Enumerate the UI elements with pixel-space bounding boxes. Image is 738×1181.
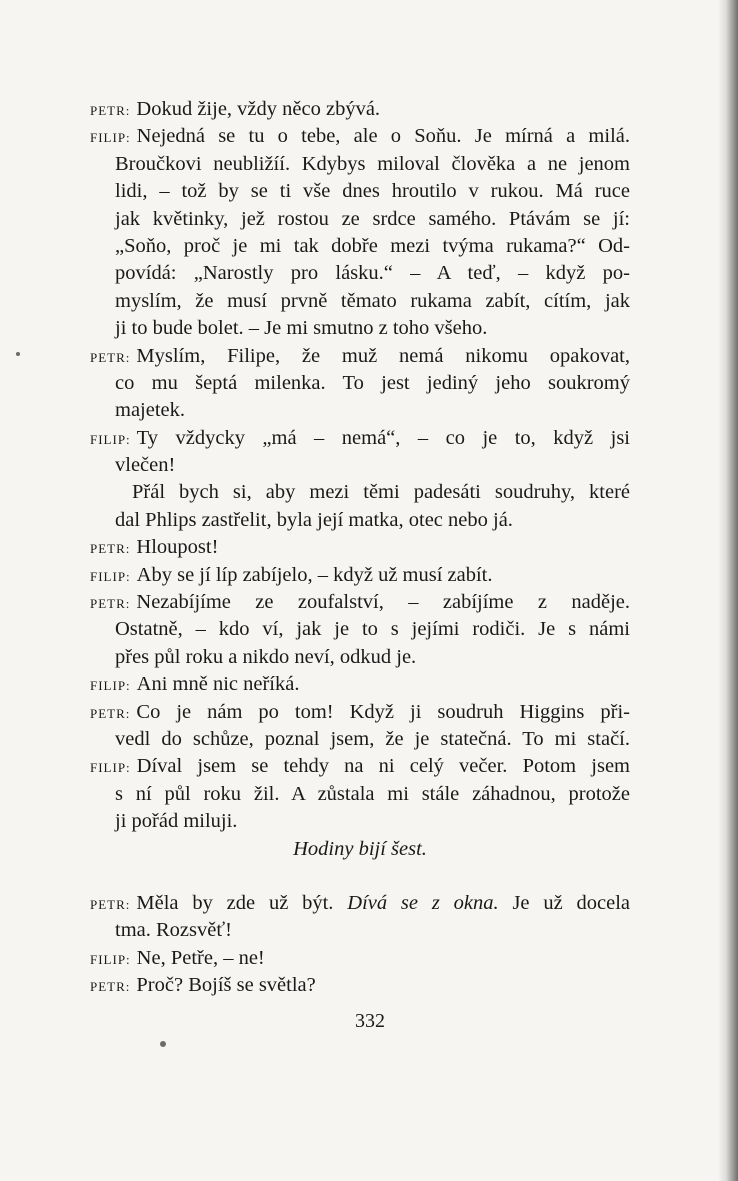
line-text: povídá: „Narostly pro lásku.“ – A teď, – když po-	[115, 262, 630, 285]
line-text: s ní půl roku žil. A zůstala mi stále záhadnou, protože	[115, 782, 630, 805]
text-line	[90, 206, 630, 233]
stage-direction-text: Hodiny bijí šest.	[293, 837, 427, 860]
line-text: Nezabíjíme ze zoufalství, – zabíjíme z naděje.	[136, 591, 630, 614]
speck	[16, 352, 20, 356]
line-text: Dokud žije, vždy něco zbývá.	[136, 98, 381, 120]
text-line	[90, 288, 630, 315]
text-line	[90, 452, 630, 479]
line-text: co mu šeptá milenka. To jest jediný jeho soukromý	[115, 371, 630, 394]
text-line	[90, 699, 630, 726]
text-line	[90, 671, 630, 698]
text-line	[90, 507, 630, 534]
line-text: Měla by zde už být.	[136, 891, 334, 914]
line-text: Broučkovi neubližíí. Kdybys miloval člověka a ne jenom	[115, 152, 630, 175]
speaker-label: FILIP:	[90, 760, 131, 776]
line-text: vedl do schůze, poznal jsem, že je statečná. To mi stačí.	[115, 727, 630, 750]
line-text: Ani mně nic neříká.	[136, 673, 300, 696]
line-text: ji pořád miluji.	[115, 810, 238, 833]
speaker-label: PETR:	[90, 896, 131, 912]
line-text: přes půl roku a nikdo neví, odkud je.	[115, 645, 417, 668]
text-line	[90, 945, 630, 972]
text-line	[90, 917, 630, 944]
text-line	[90, 315, 630, 342]
text-line	[90, 96, 630, 123]
speaker-label: PETR:	[90, 596, 131, 612]
line-text: Hloupost!	[136, 536, 219, 559]
line-text: Nejedná se tu o tebe, ale o Soňu. Je mírná a milá.	[136, 125, 630, 148]
line-text: Přál bych si, aby mezi těmi padesáti soudruhy, které	[132, 481, 630, 504]
line-text: Aby se jí líp zabíjelo, – když už musí zabít.	[136, 563, 493, 586]
line-text: tma. Rozsvěť!	[115, 919, 232, 942]
text-line	[90, 972, 630, 999]
page-text	[90, 96, 630, 1000]
line-text: Díval jsem se tehdy na ni celý večer. Potom jsem	[136, 755, 630, 778]
speaker-label: FILIP:	[90, 130, 131, 146]
speaker-label: PETR:	[90, 541, 131, 557]
stage-direction	[90, 836, 630, 863]
line-text: jak květinky, jež rostou ze srdce samého. Ptávám se jí:	[115, 207, 630, 230]
text-line	[90, 753, 630, 780]
text-line	[90, 781, 630, 808]
text-line	[90, 397, 630, 424]
line-text: dal Phlips zastřelit, byla její matka, otec nebo já.	[115, 508, 513, 531]
speaker-label: PETR:	[90, 103, 131, 118]
text-line	[90, 890, 630, 917]
speaker-label: FILIP:	[90, 951, 131, 967]
speaker-label: PETR:	[90, 705, 131, 721]
text-line	[90, 370, 630, 397]
line-text: lidi, – tož by se ti vše dnes hroutilo v rukou. Má ruce	[115, 180, 630, 203]
text-line	[90, 644, 630, 671]
text-line	[90, 479, 630, 506]
text-line	[90, 123, 630, 150]
speaker-label: PETR:	[90, 349, 131, 365]
line-text: Ne, Petře, – ne!	[136, 946, 265, 969]
text-line	[90, 343, 630, 370]
speaker-label: FILIP:	[90, 431, 131, 447]
line-text: Je už docela	[512, 891, 630, 914]
line-text: vlečen!	[115, 454, 176, 477]
text-line	[90, 151, 630, 178]
line-text: Myslím, Filipe, že muž nemá nikomu opakovat,	[136, 344, 630, 367]
page-edge-shadow	[718, 0, 738, 1181]
spacer	[90, 863, 630, 890]
text-line	[90, 260, 630, 287]
text-line	[90, 562, 630, 589]
text-line	[90, 589, 630, 616]
line-text: myslím, že musí prvně těmato rukama zabít, cítím, jak	[115, 289, 630, 312]
stage-direction-text: Dívá se z okna.	[347, 891, 499, 914]
text-line	[90, 178, 630, 205]
line-text: majetek.	[115, 399, 186, 422]
text-line	[90, 808, 630, 835]
text-line	[90, 726, 630, 753]
speaker-label: PETR:	[90, 979, 131, 995]
text-line	[90, 616, 630, 643]
speaker-label: FILIP:	[90, 678, 131, 694]
line-text: ji to bude bolet. – Je mi smutno z toho všeho.	[115, 317, 488, 340]
line-text: Proč? Bojíš se světla?	[136, 974, 316, 997]
line-text: Co je nám po tom! Když ji soudruh Higgins při-	[136, 700, 630, 723]
line-text: „Soňo, proč je mi tak dobře mezi tvýma rukama?“ Od-	[115, 234, 630, 257]
speck	[160, 1041, 166, 1047]
text-line	[90, 233, 630, 260]
line-text: Ty vždycky „má – nemá“, – co je to, když jsi	[136, 426, 630, 449]
page-number: 332	[355, 1010, 385, 1032]
text-line	[90, 534, 630, 561]
line-text: Ostatně, – kdo ví, jak je to s jejími rodiči. Je s námi	[115, 618, 630, 641]
text-line	[90, 425, 630, 452]
speaker-label: FILIP:	[90, 568, 131, 584]
